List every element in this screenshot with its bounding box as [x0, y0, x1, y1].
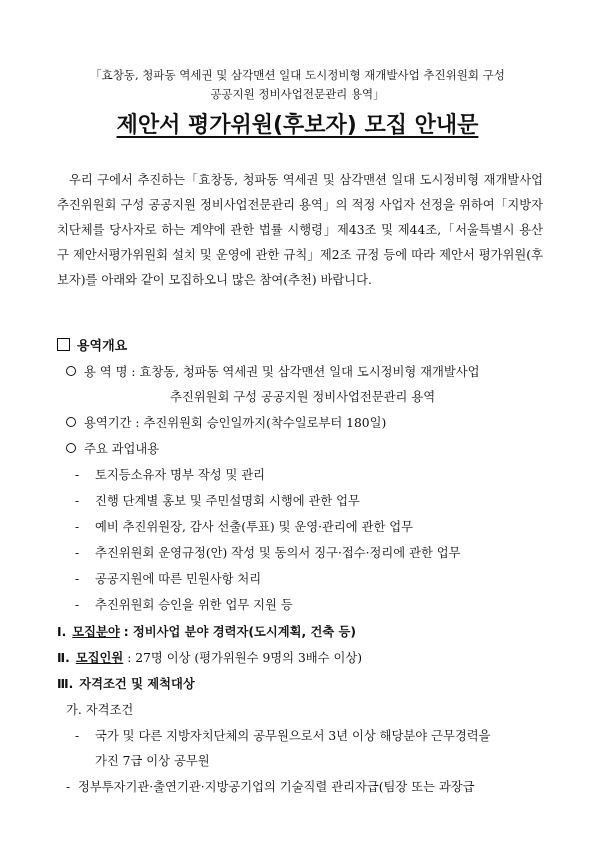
qualification-subheading: 가. 자격조건: [66, 703, 134, 717]
task-text: 공공지원에 따른 민원사항 처리: [95, 572, 262, 586]
qualification-text: 국가 및 다른 지방자치단체의 공무원으로서 3년 이상 해당분야 근무경력을: [95, 729, 491, 743]
task-item: [75, 569, 261, 587]
section-number: Ⅲ.: [57, 677, 74, 691]
task-text: 예비 추진위원장, 감사 선출(투표) 및 운영·관리에 관한 업무: [95, 520, 413, 534]
circle-bullet-icon: [66, 417, 76, 427]
dash-bullet-icon: -: [75, 468, 80, 482]
section-recruit-count: [57, 648, 362, 666]
section-recruit-field: [57, 622, 356, 640]
square-bullet-icon: [57, 338, 70, 351]
section-value: : 정비사업 분야 경력자(도시계획, 건축 등): [123, 625, 356, 639]
section-label: 모집인원: [75, 651, 124, 665]
task-text: 진행 단계별 홍보 및 주민설명회 시행에 관한 업무: [95, 494, 360, 508]
task-text: 추진위원회 승인을 위한 업무 지원 등: [95, 598, 293, 612]
circle-bullet-icon: [66, 366, 76, 376]
dash-bullet-icon: -: [75, 729, 80, 743]
task-item: [75, 517, 413, 535]
task-text: 추진위원회 운영규정(안) 작성 및 동의서 징구·접수·정리에 관한 업무: [95, 546, 461, 560]
service-period-text: 용역기간 : 추진위원회 승인일까지(착수일로부터 180일): [84, 416, 387, 430]
service-name-value: 효창동, 청파동 역세권 및 삼각맨션 일대 도시정비형 재개발사업: [139, 365, 480, 379]
task-text: 토지등소유자 명부 작성 및 관리: [95, 468, 266, 482]
section-label: 모집분야: [72, 625, 120, 639]
qualification-item: [75, 726, 490, 744]
service-name-row: [66, 362, 480, 380]
section-label: 자격조건 및 제척대상: [79, 677, 195, 691]
tasks-label-row: [66, 439, 159, 457]
section-number: Ⅰ.: [57, 625, 67, 639]
subtitle-line-2: 공공지원 정비사업전문관리 용역」: [210, 87, 385, 101]
section-value: : 27명 이상 (평가위원수 9명의 3배수 이상): [127, 651, 363, 665]
qualification-text: 정부투자기관·출연기관·지방공기업의 기술직렬 관리자급(팀장 또는 과장급: [78, 780, 475, 794]
task-item: [75, 595, 293, 613]
circle-bullet-icon: [66, 443, 76, 453]
dash-bullet-icon: -: [75, 494, 80, 508]
dash-bullet-icon: -: [75, 572, 80, 586]
task-item: [75, 543, 461, 561]
intro-paragraph: [57, 168, 543, 293]
tasks-label: 주요 과업내용: [84, 442, 160, 456]
dash-bullet-icon: -: [66, 780, 71, 794]
overview-heading: [57, 335, 127, 354]
section-number: Ⅱ.: [57, 651, 70, 665]
dash-bullet-icon: -: [75, 598, 80, 612]
page-title: 제안서 평가위원(후보자) 모집 안내문: [116, 113, 479, 138]
service-name-value-line-2: 추진위원회 구성 공공지원 정비사업전문관리 용역: [170, 390, 436, 404]
section-qualification: [57, 674, 195, 692]
dash-bullet-icon: -: [75, 546, 80, 560]
qualification-item-line-2: 가진 7급 이상 공무원: [95, 754, 210, 768]
qualification-item: [66, 777, 475, 795]
intro-text: 우리 구에서 추진하는「효창동, 청파동 역세권 및 삼각맨션 일대 도시정비형 재개발사업 추진위원회 구성 공공지원 정비사업전문관리 용역」의 적정 사업자 선정을 위하여「지방자치단체를 당사자로 하는 계약에 관한 법률 시행령」제43조 및 제44조,「서울특별시 용산구 제안서평가위원회 설치 및 운영에 관한 규칙」제2조 규정 등에 따라 제안서 평가위원(후보자)를 아래와 같이 모집하오니 많은 참여(추천) 바랍니다.: [57, 173, 543, 287]
dash-bullet-icon: -: [75, 520, 80, 534]
task-item: [75, 491, 360, 509]
subtitle-line-1: 「효창동, 청파동 역세권 및 삼각맨션 일대 도시정비형 재개발사업 추진위원회 구성: [90, 68, 505, 82]
task-item: [75, 465, 265, 483]
service-name-label: 용 역 명 :: [84, 365, 136, 379]
overview-heading-text: 용역개요: [77, 339, 128, 354]
service-period-row: [66, 413, 386, 431]
